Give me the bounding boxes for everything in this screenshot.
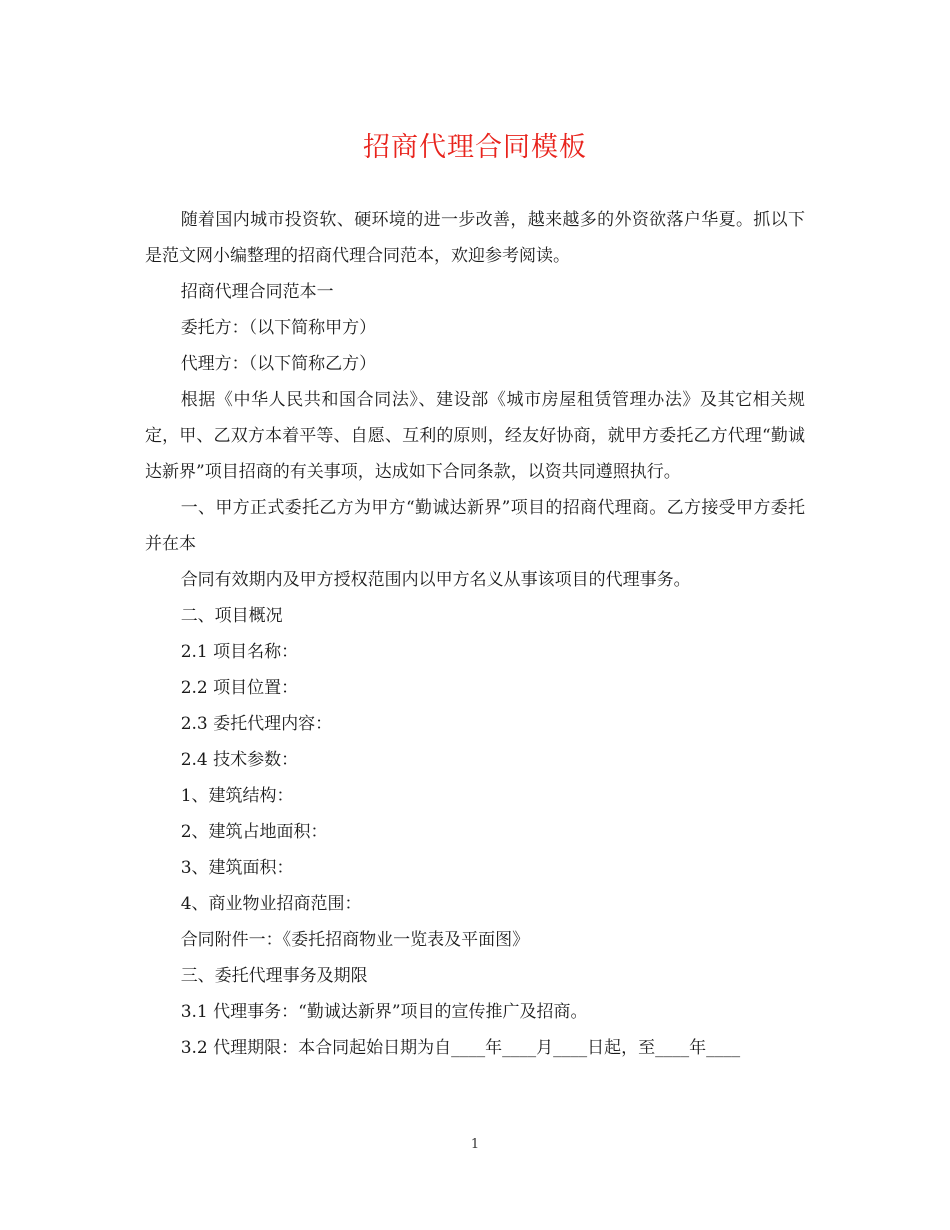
- item-2-4: 2.4 技术参数：: [180, 750, 299, 770]
- paragraph-intro: 随着国内城市投资软、硬环境的进一步改善，越来越多的外资欲落户华夏。抓以下是范文网小编整理的招商代理合同范本，欢迎参考阅读。: [145, 210, 805, 266]
- paragraph-contract-sample-heading: 招商代理合同范本一: [180, 282, 334, 302]
- paragraph-legal-basis: 根据《中华人民共和国合同法》、建设部《城市房屋租赁管理办法》及其它相关规定，甲、乙双方本着平等、自愿、互利的原则，经友好协商，就甲方委托乙方代理“勤诚达新界”项目招商的有关事项，达成如下合同条款，以资共同遵照执行。: [145, 390, 805, 482]
- item-2-3: 2.3 委托代理内容：: [180, 714, 333, 734]
- item-building-structure: 1、建筑结构：: [180, 786, 294, 806]
- item-3-1: 3.1 代理事务：“勤诚达新界”项目的宣传推广及招商。: [180, 1002, 588, 1022]
- heading-section-2: 二、项目概况: [180, 606, 283, 626]
- item-building-footprint: 2、建筑占地面积：: [180, 822, 328, 842]
- item-attachment-1: 合同附件一：《委托招商物业一览表及平面图》: [180, 930, 530, 950]
- document-body: [145, 202, 805, 1066]
- paragraph-principal: 委托方：（以下简称甲方）: [180, 318, 377, 338]
- item-3-2: 3.2 代理期限：本合同起始日期为自____年____月____日起，至____年____: [180, 1038, 741, 1058]
- paragraph-section-1: 一、甲方正式委托乙方为甲方“勤诚达新界”项目的招商代理商。乙方接受甲方委托并在本: [145, 498, 805, 554]
- document-title: 招商代理合同模板: [363, 132, 587, 163]
- heading-section-3: 三、委托代理事务及期限: [180, 966, 368, 986]
- item-2-2: 2.2 项目位置：: [180, 678, 299, 698]
- paragraph-agent: 代理方：（以下简称乙方）: [180, 354, 377, 374]
- item-commercial-scope: 4、商业物业招商范围：: [180, 894, 362, 914]
- item-building-area: 3、建筑面积：: [180, 858, 294, 878]
- paragraph-section-1-continued: 合同有效期内及甲方授权范围内以甲方名义从事该项目的代理事务。: [180, 570, 691, 590]
- page-number: 1: [470, 1137, 480, 1152]
- item-2-1: 2.1 项目名称：: [180, 642, 299, 662]
